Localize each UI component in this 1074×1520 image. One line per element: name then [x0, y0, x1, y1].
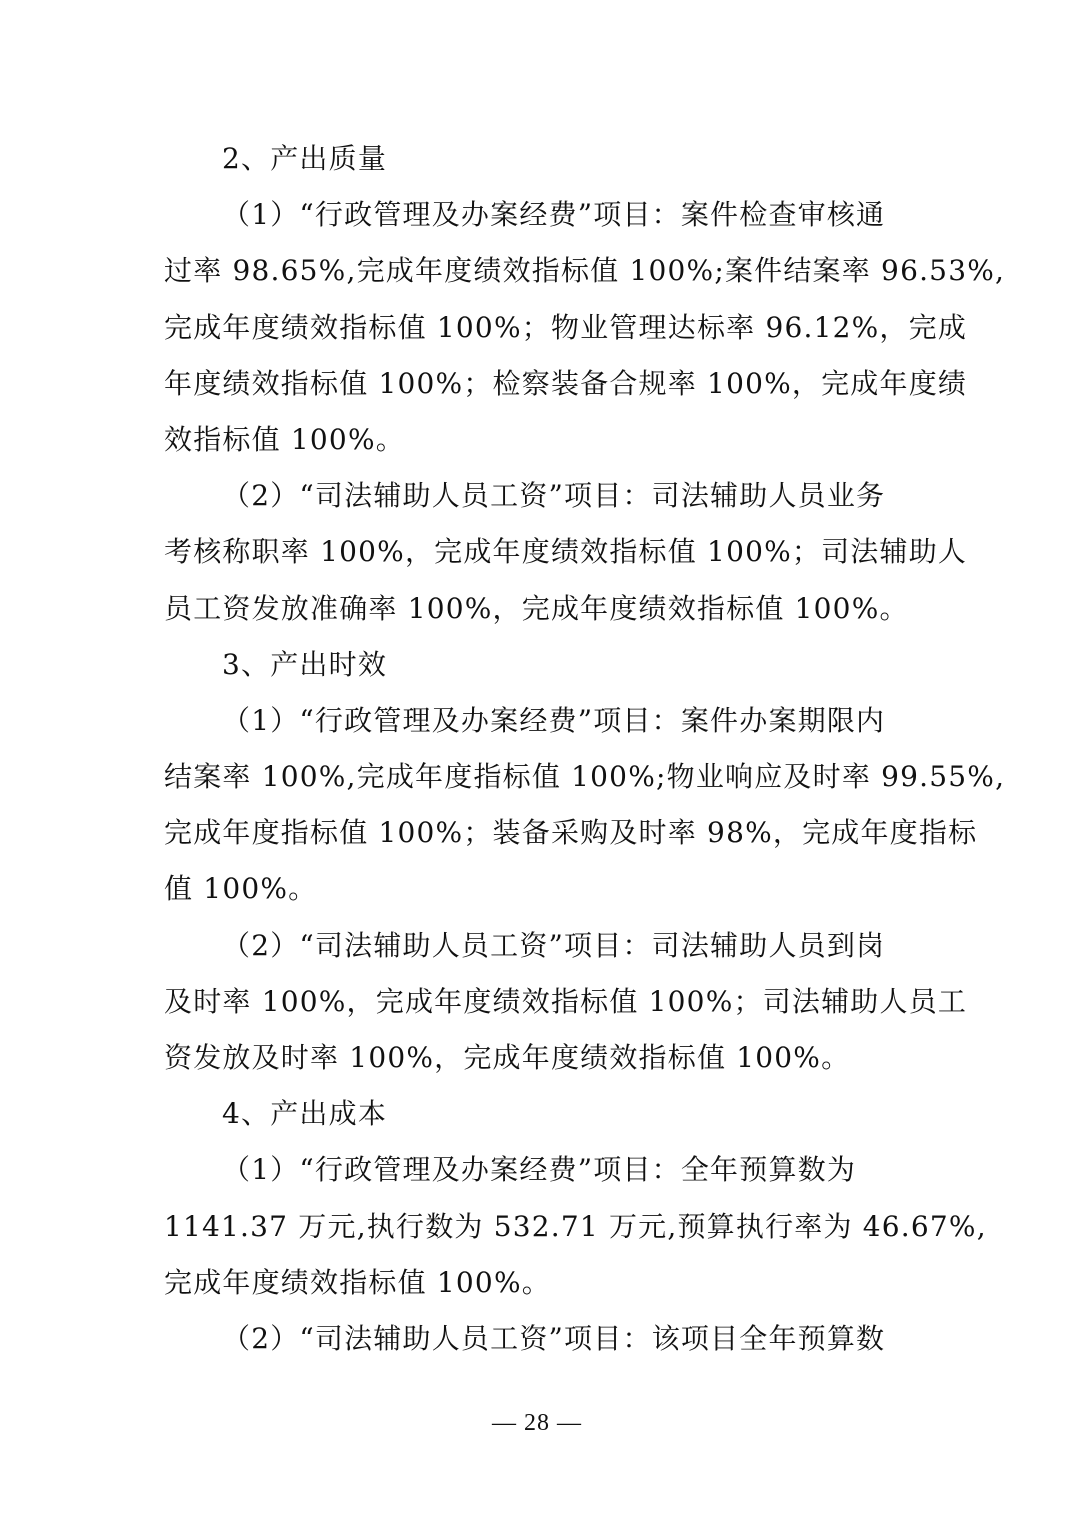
paragraph-line: 过率 98.65%,完成年度绩效指标值 100%;案件结案率 96.53%, — [164, 254, 1006, 288]
paragraph-line: 效指标值 100%。 — [164, 422, 405, 456]
paragraph-line: （1）“行政管理及办案经费”项目：案件检查审核通 — [222, 198, 886, 232]
paragraph-line: 值 100%。 — [164, 872, 318, 906]
paragraph-line: 考核称职率 100%，完成年度绩效指标值 100%；司法辅助人 — [164, 535, 968, 569]
section-heading-output-timeliness: 3、产出时效 — [222, 647, 388, 681]
paragraph-line: （1）“行政管理及办案经费”项目：案件办案期限内 — [222, 703, 886, 737]
paragraph-line: （2）“司法辅助人员工资”项目：该项目全年预算数 — [222, 1321, 886, 1355]
paragraph-line: 完成年度指标值 100%；装备采购及时率 98%，完成年度指标 — [164, 816, 978, 850]
paragraph-line: （2）“司法辅助人员工资”项目：司法辅助人员业务 — [222, 479, 886, 513]
paragraph-line: 员工资发放准确率 100%，完成年度绩效指标值 100%。 — [164, 591, 909, 625]
page-number: — 28 — — [492, 1410, 582, 1436]
paragraph-line: 资发放及时率 100%，完成年度绩效指标值 100%。 — [164, 1041, 851, 1074]
paragraph-line: （2）“司法辅助人员工资”项目：司法辅助人员到岗 — [222, 928, 886, 962]
section-heading-output-cost: 4、产出成本 — [222, 1097, 388, 1131]
document-body — [164, 131, 1006, 1367]
paragraph-line: 及时率 100%，完成年度绩效指标值 100%；司法辅助人员工 — [164, 984, 968, 1018]
paragraph-line: 完成年度绩效指标值 100%；物业管理达标率 96.12%，完成 — [164, 310, 968, 344]
paragraph-line: 结案率 100%,完成年度指标值 100%;物业响应及时率 99.55%, — [164, 760, 1006, 794]
paragraph-line: 年度绩效指标值 100%；检察装备合规率 100%，完成年度绩 — [164, 366, 968, 400]
paragraph-line: （1）“行政管理及办案经费”项目：全年预算数为 — [222, 1153, 857, 1187]
paragraph-line: 1141.37 万元,执行数为 532.71 万元,预算执行率为 46.67%, — [164, 1209, 987, 1243]
paragraph-line: 完成年度绩效指标值 100%。 — [164, 1265, 551, 1299]
section-heading-output-quality: 2、产出质量 — [222, 142, 388, 175]
